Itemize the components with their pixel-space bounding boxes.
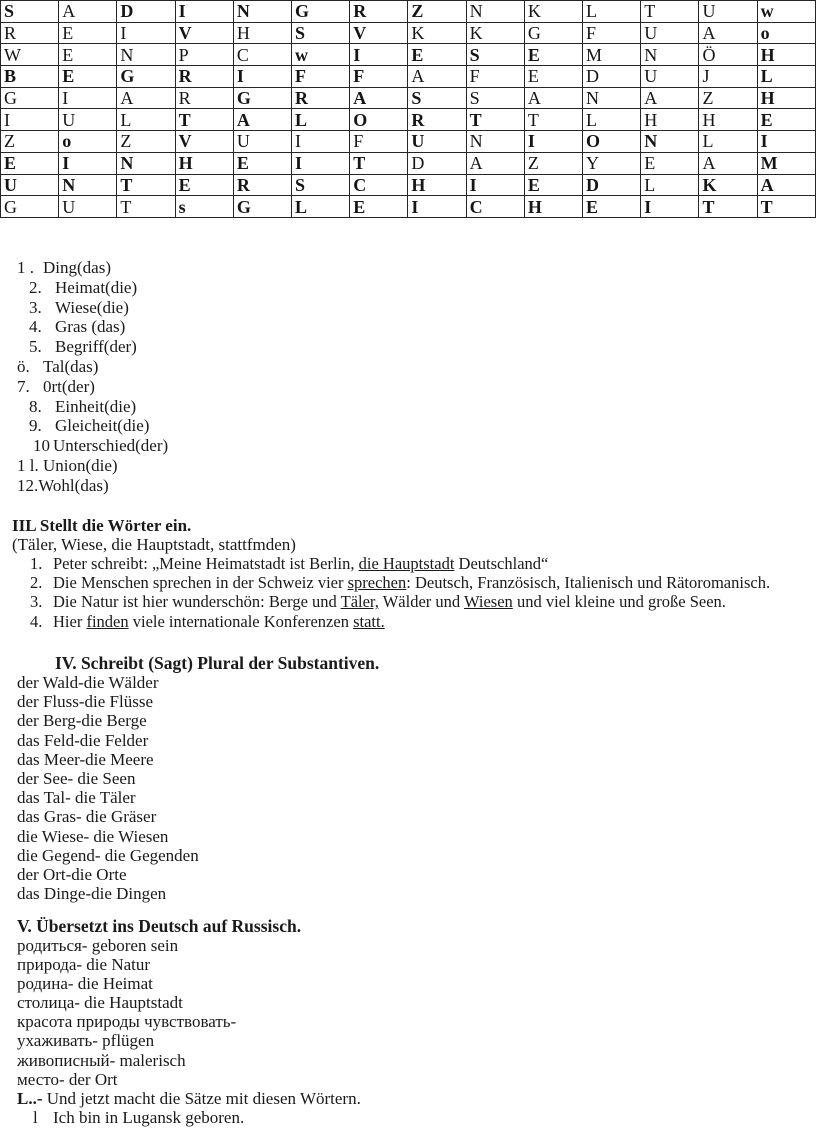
grid-cell: R bbox=[408, 109, 466, 131]
section-exercise-3 bbox=[12, 516, 816, 631]
item-number: 1 l. bbox=[17, 455, 39, 475]
word-list-item bbox=[29, 317, 168, 337]
closing-rest: Und jetzt macht die Sätze mit diesen Wörtern. bbox=[42, 1088, 361, 1108]
grid-cell: U bbox=[408, 131, 466, 153]
grid-cell: N bbox=[117, 152, 175, 174]
grid-cell: H bbox=[233, 22, 291, 44]
grid-cell: U bbox=[233, 131, 291, 153]
grid-cell: W bbox=[1, 44, 59, 66]
underlined-word: finden bbox=[86, 611, 129, 631]
final-sentence-number: l bbox=[33, 1107, 38, 1127]
plural-line: das Gras- die Gräser bbox=[17, 807, 157, 827]
grid-cell: G bbox=[117, 66, 175, 88]
grid-cell: w bbox=[757, 1, 815, 23]
grid-cell: K bbox=[524, 1, 582, 23]
grid-cell: N bbox=[583, 87, 641, 109]
plural-line: der Ort-die Orte bbox=[17, 865, 127, 885]
grid-cell: o bbox=[757, 22, 815, 44]
grid-cell: I bbox=[524, 131, 582, 153]
grid-cell: E bbox=[524, 44, 582, 66]
grid-cell: O bbox=[583, 131, 641, 153]
word-list-item bbox=[29, 337, 168, 357]
grid-cell: E bbox=[59, 22, 117, 44]
item-word: Unterschied(der) bbox=[53, 436, 169, 456]
grid-cell: I bbox=[408, 196, 466, 218]
grid-cell: I bbox=[466, 174, 524, 196]
grid-cell: I bbox=[350, 44, 408, 66]
grid-cell: T bbox=[350, 152, 408, 174]
vocab-line: природа- die Natur bbox=[17, 955, 151, 975]
grid-cell: A bbox=[233, 109, 291, 131]
item-number: 9. bbox=[29, 416, 42, 436]
grid-cell: I bbox=[59, 87, 117, 109]
final-sentence bbox=[17, 1108, 361, 1127]
underlined-word: statt. bbox=[353, 611, 385, 631]
grid-cell: A bbox=[757, 174, 815, 196]
grid-cell: I bbox=[292, 152, 350, 174]
grid-cell: E bbox=[59, 44, 117, 66]
item-word: Einheit(die) bbox=[55, 396, 137, 416]
plural-line: das Dinge-die Dingen bbox=[17, 884, 167, 904]
item-number: 4. bbox=[29, 317, 42, 337]
word-list-item bbox=[17, 258, 168, 278]
sentence-text: Wälder und bbox=[378, 592, 464, 612]
grid-cell: K bbox=[408, 22, 466, 44]
underlined-word: sprechen bbox=[347, 572, 407, 592]
grid-cell: U bbox=[1, 174, 59, 196]
exercise-sentence bbox=[12, 573, 816, 592]
item-word: Tal(das) bbox=[43, 356, 99, 376]
item-number: ö. bbox=[17, 356, 30, 376]
grid-cell: V bbox=[350, 22, 408, 44]
grid-cell: F bbox=[350, 131, 408, 153]
grid-cell: T bbox=[117, 196, 175, 218]
grid-cell: P bbox=[175, 44, 233, 66]
vocab-line: живописный- malerisch bbox=[17, 1050, 186, 1070]
grid-cell: S bbox=[292, 174, 350, 196]
word-search-grid bbox=[0, 0, 816, 218]
grid-cell: Y bbox=[583, 152, 641, 174]
grid-cell: J bbox=[699, 66, 757, 88]
plural-line: der Wald-die Wälder bbox=[17, 673, 159, 692]
grid-cell: I bbox=[233, 66, 291, 88]
underlined-word: Wiesen bbox=[463, 592, 513, 612]
section-5-title: V. Übersetzt ins Deutsch auf Russisch. bbox=[17, 916, 302, 936]
word-list bbox=[0, 258, 168, 496]
item-number: 2. bbox=[29, 277, 42, 297]
exercise-sentence bbox=[12, 592, 816, 611]
grid-cell: E bbox=[408, 44, 466, 66]
grid-cell: F bbox=[583, 22, 641, 44]
grid-cell: o bbox=[59, 131, 117, 153]
grid-cell: Z bbox=[1, 131, 59, 153]
grid-cell: B bbox=[1, 66, 59, 88]
vocab-line: родина- die Heimat bbox=[17, 974, 153, 994]
grid-cell: D bbox=[583, 66, 641, 88]
grid-cell: Z bbox=[408, 1, 466, 23]
word-list-item bbox=[17, 377, 168, 397]
grid-cell: I bbox=[757, 131, 815, 153]
grid-cell: S bbox=[292, 22, 350, 44]
item-number: 1 . bbox=[17, 258, 34, 277]
closing-bold-prefix: L..- bbox=[17, 1088, 43, 1108]
grid-cell: L bbox=[641, 174, 699, 196]
grid-cell: N bbox=[641, 44, 699, 66]
grid-cell: A bbox=[699, 22, 757, 44]
sentence-text: viele internationale Konferenzen bbox=[128, 611, 354, 631]
item-word: Gras (das) bbox=[55, 317, 126, 337]
grid-cell: T bbox=[524, 109, 582, 131]
grid-cell: s bbox=[175, 196, 233, 218]
plural-line: der Berg-die Berge bbox=[17, 711, 147, 731]
grid-row bbox=[1, 131, 816, 153]
grid-cell: V bbox=[175, 131, 233, 153]
grid-cell: T bbox=[641, 1, 699, 23]
grid-cell: G bbox=[1, 196, 59, 218]
item-number: 3. bbox=[29, 297, 42, 317]
grid-row bbox=[1, 1, 816, 23]
exercise-sentence bbox=[12, 554, 816, 573]
grid-cell: Z bbox=[524, 152, 582, 174]
vocab-line: место- der Ort bbox=[17, 1069, 118, 1089]
section-5-closing-line bbox=[17, 1089, 361, 1108]
word-list-item bbox=[29, 278, 168, 298]
grid-cell: U bbox=[59, 196, 117, 218]
grid-cell: T bbox=[175, 109, 233, 131]
section-3-sentences bbox=[12, 554, 816, 632]
item-number: 8. bbox=[29, 396, 42, 416]
item-word: Union(die) bbox=[43, 455, 118, 475]
final-sentence-text: Ich bin in Lugansk geboren. bbox=[53, 1107, 245, 1127]
grid-cell: G bbox=[292, 1, 350, 23]
grid-cell: F bbox=[292, 66, 350, 88]
sentence-text: Hier bbox=[53, 611, 87, 631]
grid-cell: I bbox=[641, 196, 699, 218]
grid-cell: N bbox=[117, 44, 175, 66]
grid-cell: E bbox=[641, 152, 699, 174]
grid-cell: R bbox=[175, 87, 233, 109]
grid-cell: E bbox=[233, 152, 291, 174]
grid-cell: C bbox=[233, 44, 291, 66]
grid-cell: A bbox=[117, 87, 175, 109]
grid-cell: U bbox=[59, 109, 117, 131]
plural-line: der Fluss-die Flüsse bbox=[17, 692, 153, 712]
sentence-text: : Deutsch, Französisch, Italienisch und Rätoromanisch. bbox=[406, 572, 771, 592]
grid-cell: E bbox=[583, 196, 641, 218]
grid-cell: A bbox=[59, 1, 117, 23]
grid-cell: I bbox=[117, 22, 175, 44]
grid-cell: H bbox=[757, 87, 815, 109]
item-word: Wiese(die) bbox=[55, 297, 129, 317]
grid-cell: N bbox=[641, 131, 699, 153]
word-list-item bbox=[17, 357, 168, 377]
grid-cell: T bbox=[757, 196, 815, 218]
section-exercise-4 bbox=[17, 654, 379, 903]
grid-cell: L bbox=[757, 66, 815, 88]
grid-cell: H bbox=[641, 109, 699, 131]
grid-cell: A bbox=[641, 87, 699, 109]
grid-cell: L bbox=[117, 109, 175, 131]
sentence-text: Deutschland“ bbox=[454, 553, 549, 573]
vocab-line: родиться- geboren sein bbox=[17, 936, 179, 955]
grid-cell: M bbox=[583, 44, 641, 66]
sentence-number: 2. bbox=[30, 572, 43, 592]
word-list-item bbox=[29, 397, 168, 417]
grid-cell: N bbox=[59, 174, 117, 196]
grid-cell: R bbox=[233, 174, 291, 196]
grid-row bbox=[1, 22, 816, 44]
item-number: 10 bbox=[33, 436, 50, 456]
grid-cell: H bbox=[524, 196, 582, 218]
grid-cell: D bbox=[583, 174, 641, 196]
grid-cell: R bbox=[292, 87, 350, 109]
item-word: Wohl(das) bbox=[38, 475, 109, 495]
grid-cell: E bbox=[524, 66, 582, 88]
item-word: Ding(das) bbox=[43, 258, 111, 277]
grid-cell: D bbox=[117, 1, 175, 23]
word-list-item bbox=[29, 416, 168, 436]
grid-cell: D bbox=[408, 152, 466, 174]
grid-cell: C bbox=[466, 196, 524, 218]
sentence-number: 4. bbox=[30, 611, 43, 631]
grid-cell: U bbox=[641, 22, 699, 44]
grid-cell: A bbox=[408, 66, 466, 88]
grid-cell: E bbox=[757, 109, 815, 131]
grid-cell: L bbox=[699, 131, 757, 153]
grid-cell: E bbox=[59, 66, 117, 88]
item-number: 5. bbox=[29, 337, 42, 357]
grid-row bbox=[1, 66, 816, 88]
section-4-plural-list bbox=[17, 673, 379, 903]
vocab-line: столица- die Hauptstadt bbox=[17, 993, 183, 1013]
word-list-item bbox=[17, 456, 168, 476]
sentence-number: 3. bbox=[30, 592, 43, 612]
grid-cell: Z bbox=[117, 131, 175, 153]
grid-cell: G bbox=[233, 87, 291, 109]
sentence-text: Die Menschen sprechen in der Schweiz vier bbox=[53, 572, 348, 592]
item-number: 12. bbox=[17, 475, 39, 495]
grid-cell: N bbox=[466, 1, 524, 23]
section-exercise-5 bbox=[17, 916, 361, 1127]
grid-cell: L bbox=[292, 196, 350, 218]
item-word: Gleicheit(die) bbox=[55, 416, 150, 436]
grid-cell: V bbox=[175, 22, 233, 44]
grid-cell: A bbox=[699, 152, 757, 174]
grid-cell: S bbox=[408, 87, 466, 109]
grid-cell: G bbox=[1, 87, 59, 109]
grid-cell: N bbox=[466, 131, 524, 153]
grid-cell: S bbox=[466, 44, 524, 66]
sentence-text: und viel kleine und große Seen. bbox=[512, 592, 726, 612]
word-list-item bbox=[29, 298, 168, 318]
grid-cell: R bbox=[1, 22, 59, 44]
item-number: 7. bbox=[17, 376, 30, 396]
grid-cell: H bbox=[699, 109, 757, 131]
grid-cell: T bbox=[117, 174, 175, 196]
grid-cell: R bbox=[175, 66, 233, 88]
grid-cell: K bbox=[466, 22, 524, 44]
section-4-title: IV. Schreibt (Sagt) Plural der Substantiven. bbox=[55, 653, 380, 673]
grid-cell: I bbox=[292, 131, 350, 153]
grid-row bbox=[1, 87, 816, 109]
word-list-item bbox=[17, 476, 168, 496]
grid-cell: M bbox=[757, 152, 815, 174]
grid-cell: T bbox=[699, 196, 757, 218]
grid-cell: H bbox=[408, 174, 466, 196]
grid-cell: A bbox=[350, 87, 408, 109]
grid-cell: L bbox=[292, 109, 350, 131]
vocab-line: ухаживать- pflügen bbox=[17, 1031, 155, 1051]
grid-cell: G bbox=[233, 196, 291, 218]
grid-cell: U bbox=[699, 1, 757, 23]
grid-cell: N bbox=[233, 1, 291, 23]
grid-row bbox=[1, 109, 816, 131]
vocab-line: красота природы чувствовать- bbox=[17, 1012, 237, 1032]
item-word: Heimat(die) bbox=[55, 277, 138, 297]
grid-cell: I bbox=[1, 109, 59, 131]
sentence-text: Peter schreibt: „Meine Heimatstadt ist Berlin, bbox=[53, 553, 359, 573]
grid-cell: U bbox=[641, 66, 699, 88]
sentence-number: 1. bbox=[30, 553, 43, 573]
grid-cell: L bbox=[583, 1, 641, 23]
plural-line: der See- die Seen bbox=[17, 769, 136, 789]
grid-cell: H bbox=[757, 44, 815, 66]
grid-cell: F bbox=[466, 66, 524, 88]
plural-line: das Tal- die Täler bbox=[17, 788, 136, 808]
grid-cell: I bbox=[175, 1, 233, 23]
underlined-word: die Hauptstadt bbox=[358, 553, 455, 573]
plural-line: die Wiese- die Wiesen bbox=[17, 826, 169, 846]
sentence-text: Die Natur ist hier wunderschön: Berge und bbox=[53, 592, 341, 612]
grid-cell: E bbox=[524, 174, 582, 196]
grid-row bbox=[1, 174, 816, 196]
grid-cell: R bbox=[350, 1, 408, 23]
grid-cell: S bbox=[466, 87, 524, 109]
item-word: 0rt(der) bbox=[43, 376, 95, 396]
grid-cell: Ö bbox=[699, 44, 757, 66]
grid-cell: E bbox=[175, 174, 233, 196]
grid-row bbox=[1, 152, 816, 174]
plural-line: das Meer-die Meere bbox=[17, 749, 154, 769]
item-word: Begriff(der) bbox=[55, 337, 137, 357]
section-5-vocab-list bbox=[17, 936, 361, 1089]
word-list-item bbox=[33, 436, 168, 456]
grid-cell: T bbox=[466, 109, 524, 131]
grid-cell: Z bbox=[699, 87, 757, 109]
grid-cell: S bbox=[1, 1, 59, 23]
plural-line: das Feld-die Felder bbox=[17, 730, 149, 750]
grid-cell: L bbox=[583, 109, 641, 131]
exercise-sentence bbox=[12, 612, 816, 631]
grid-cell: K bbox=[699, 174, 757, 196]
grid-cell: H bbox=[175, 152, 233, 174]
grid-cell: A bbox=[466, 152, 524, 174]
underlined-word: Täler, bbox=[340, 592, 379, 612]
grid-row bbox=[1, 44, 816, 66]
grid-cell: A bbox=[524, 87, 582, 109]
grid-row bbox=[1, 196, 816, 218]
grid-cell: I bbox=[59, 152, 117, 174]
grid-cell: C bbox=[350, 174, 408, 196]
grid-cell: E bbox=[1, 152, 59, 174]
grid-cell: G bbox=[524, 22, 582, 44]
section-3-title: IIL Stellt die Wörter ein. bbox=[12, 516, 192, 535]
plural-line: die Gegend- die Gegenden bbox=[17, 845, 199, 865]
grid-cell: E bbox=[350, 196, 408, 218]
grid-cell: O bbox=[350, 109, 408, 131]
grid-cell: F bbox=[350, 66, 408, 88]
grid-cell: w bbox=[292, 44, 350, 66]
section-3-hint: (Täler, Wiese, die Hauptstadt, stattfmden) bbox=[12, 535, 296, 554]
